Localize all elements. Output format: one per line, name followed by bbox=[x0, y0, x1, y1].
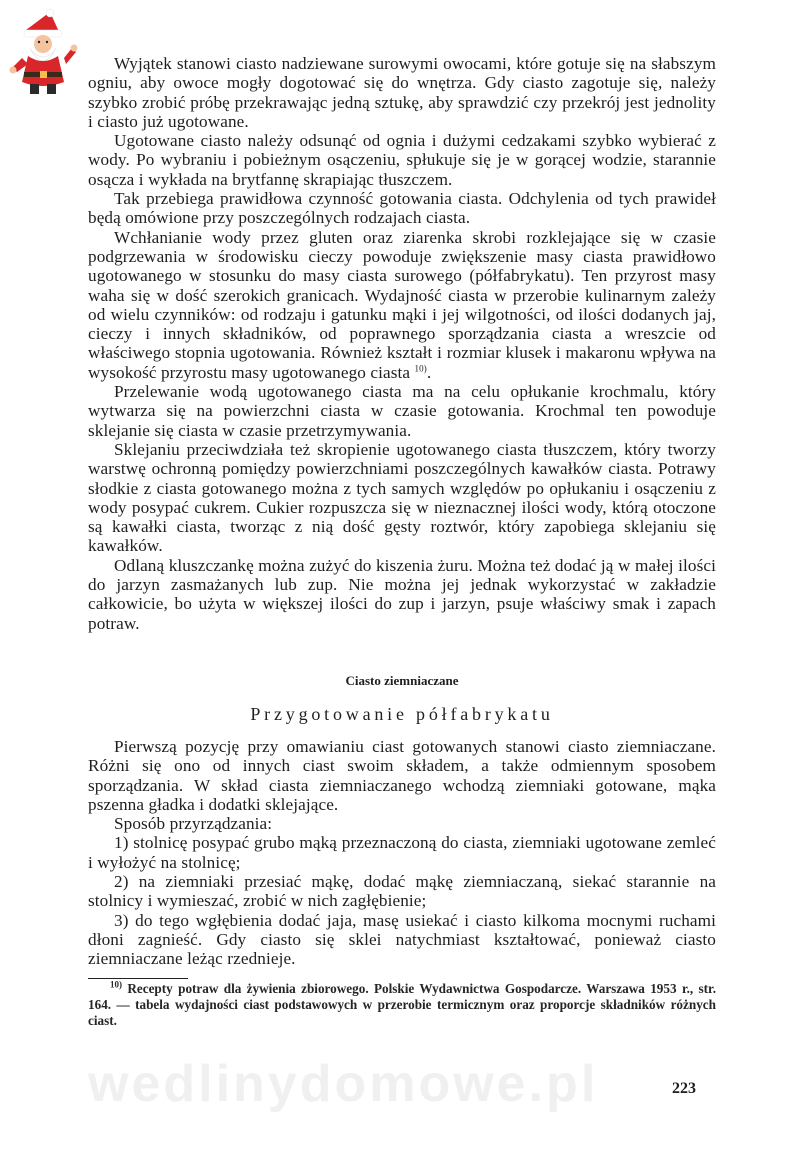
paragraph-6: Sklejaniu przeciwdziała też skropienie ugotowanego ciasta tłuszczem, który tworzy warstwę ochronną pomiędzy powierzchniami poszczególnych kawałków ciasta. Potrawy słodkie z ciasta gotowanego można z tych samych względów po opłukaniu i osączeniu z wody posypać cukrem. Cukier rozpuszcza się w nieznacznej ilości wody, którą otoczone są kawałki ciasta, tworząc z nią dość gęsty roztwór, który zapobiega sklejaniu się kawałków. bbox=[88, 439, 716, 556]
paragraph-5: Przelewanie wodą ugotowanego ciasta ma na celu opłukanie krochmalu, który wytwarza się na powierzchni ciasta w czasie gotowania. Krochmal ten powoduje sklejanie się ciasta w czasie przetrzymywania. bbox=[88, 382, 716, 440]
section-paragraph-2: Sposób przyrządzania: bbox=[114, 814, 273, 834]
footnote-reference: 10) bbox=[414, 363, 427, 374]
step-2: 2) na ziemniaki przesiać mąkę, dodać mąkę ziemniaczaną, siekać starannie na stolnicy i wymieszać, zrobić w nich zagłębienie; bbox=[88, 871, 716, 911]
page-content bbox=[88, 54, 716, 1029]
section-subtitle: Przygotowanie półfabrykatu bbox=[250, 703, 554, 724]
page-number: 223 bbox=[672, 1080, 696, 1097]
footnote-marker: 10) bbox=[110, 980, 122, 991]
paragraph-4 bbox=[88, 228, 716, 382]
step-1: 1) stolnicę posypać grubo mąką przeznaczoną do ciasta, ziemniaki ugotowane zemleć i wyłożyć na stolnicę; bbox=[88, 833, 716, 872]
footnote bbox=[88, 981, 716, 1029]
footnote-divider bbox=[88, 978, 188, 979]
santa-claus-logo bbox=[8, 8, 78, 98]
paragraph-1: Wyjątek stanowi ciasto nadziewane surowymi owocami, które gotuje się na słabszym ogniu, aby owoce mogły dogotować się do wnętrza. Gdy ciasto zagotuje się, należy szybko zrobić próbę przekrawając jedną sztukę, aby sprawdzić czy przekrój jest jednolity i ciasto już ugotowane. bbox=[88, 54, 716, 131]
step-3: 3) do tego wgłębienia dodać jaja, masę usiekać i ciasto kilkoma mocnymi ruchami dłoni zagnieść. Gdy ciasto się sklei natychmiast kształtować, ponieważ ciasto ziemniaczane leżąc rzednieje. bbox=[88, 910, 716, 969]
paragraph-2: Ugotowane ciasto należy odsunąć od ognia i dużymi cedzakami szybko wybierać z wody. Po wybraniu i pobieżnym osączeniu, spłukuje się je w gorącej wodzie, starannie osącza i wykłada na brytfannę skrapiając tłuszczem. bbox=[88, 131, 716, 189]
paragraph-4-text: Wchłanianie wody przez gluten oraz ziarenka skrobi rozklejające się w czasie podgrzewania w środowisku cieczy powoduje zwiększenie masy ciasta prawidłowo ugotowanego w stosunku do masy ciasta surowego (półfabrykatu). Ten przyrost masy waha się w dość szerokich granicach. Wydajność ciasta w przerobie kulinarnym zależy od wielu czynników: od rodzaju i gatunku mąki i jej wilgotności, od ilości dodanych jaj, cieczy i innych składników, od poprawnego sporządzania ciasta a wreszcie od właściwego stopnia ugotowania. Również kształt i rozmiar klusek i makaronu wpływa na wysokość przyrostu masy ugotowanego ciasta bbox=[88, 227, 716, 382]
paragraph-3: Tak przebiega prawidłowa czynność gotowania ciasta. Odchylenia od tych prawideł będą omówione przy poszczególnych rodzajach ciasta. bbox=[88, 189, 716, 228]
paragraph-4-end: . bbox=[426, 362, 432, 382]
section-paragraph-1: Pierwszą pozycję przy omawianiu ciast gotowanych stanowi ciasto ziemniaczane. Różni się ono od innych ciast swoim składem, a także odmiennym sposobem sporządzania. W skład ciasta ziemniaczanego wchodzą ziemniaki gotowane, mąka pszenna gładka i dodatki sklejające. bbox=[88, 736, 716, 814]
watermark: wedlinydomowe.pl bbox=[88, 1055, 599, 1113]
paragraph-7: Odlaną kluszczankę można zużyć do kiszenia żuru. Można też dodać ją w małej ilości do jarzyn zasmażanych lub zup. Nie można jej jednak wykorzystać w zakładzie całkowicie, bo użyta w większej ilości do zup i jarzyn, psuje właściwy smak i zapach potraw. bbox=[88, 555, 716, 633]
footnote-text: Recepty potraw dla żywienia zbiorowego. Polskie Wydawnictwa Gospodarcze. Warszawa 1953 r., str. 164. — tabela wydajności ciast podstawowych w przerobie termicznym oraz proporcje składników różnych ciast. bbox=[88, 981, 716, 1029]
section-title: Ciasto ziemniaczane bbox=[345, 672, 459, 688]
